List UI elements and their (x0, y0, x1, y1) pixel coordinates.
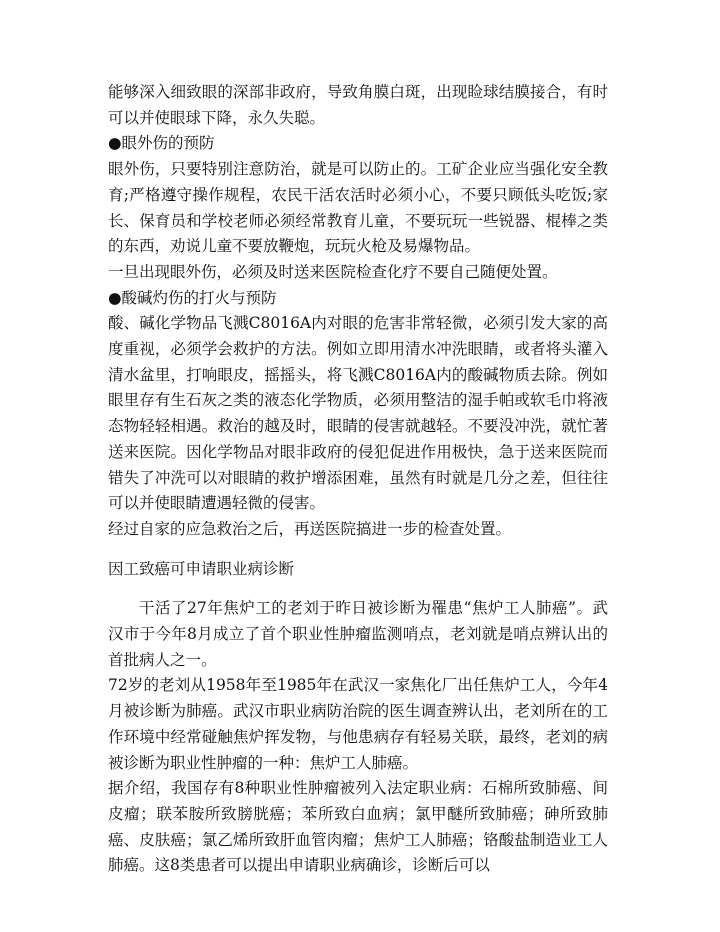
intro-paragraph: 能够深入细致眼的深部非政府，导致角膜白斑，出现睑球结膜接合，有时可以并使眼球下降，永久失聪。 (108, 83, 608, 127)
article-paragraph-2: 72岁的老刘从1958年至1985年在武汉一家焦化厂出任焦炉工人，今年4月被诊断为肺癌。武汉市职业病防治院的医生调查辨认出，老刘所在的工作环境中经常碰触焦炉挥发物，与他患病存有轻易关联，最终，老刘的病被诊断为职业性肿瘤的一种：焦炉工人肺癌。 (108, 676, 608, 772)
title-gap (108, 582, 608, 596)
article-title: 因工致癌可申请职业病诊断 (108, 559, 295, 578)
heading-chemical-burn: ●酸碱灼伤的打火与预防 (108, 288, 277, 307)
chemical-burn-paragraph: 酸、碱化学物品飞溅C8016A内对眼的危害非常轻微，必须引发大家的高度重视，必须学会救护的方法。例如立即用清水冲洗眼睛，或者将头灌入清水盆里，打响眼皮，摇摇头，将飞溅C8016A内的酸碱物质去除。例如眼里存有生石灰之类的液态化学物质，必须用整洁的湿手帕或软毛巾将液态物轻轻相遇。救治的越及时，眼睛的侵害就越轻。不要没冲洗，就忙著送来医院。因化学物品对眼非政府的侵犯促进作用极快，急于送来医院而错失了冲洗可以对眼睛的救护增添困难，虽然有时就是几分之差，但往往可以并使眼睛遭遇轻微的侵害。 (108, 314, 608, 513)
external-injury-followup: 一旦出现眼外伤，必须及时送来医院检查化疗不要自己随便处置。 (108, 262, 558, 281)
article-paragraph-1: 干活了27年焦炉工的老刘于昨日被诊断为罹患“焦炉工人肺癌”。武汉市于今年8月成立了首个职业性肿瘤监测哨点，老刘就是哨点辨认出的首批病人之一。 (108, 599, 608, 669)
external-injury-paragraph: 眼外伤，只要特别注意防治，就是可以防止的。工矿企业应当强化安全教育;严格遵守操作规程，农民干活农活时必须小心，不要只顾低头吃饭;家长、保育员和学校老师必须经常教育儿童，不要玩玩一些锐器、棍棒之类的东西，劝说儿童不要放鞭炮，玩玩火枪及易爆物品。 (108, 160, 608, 256)
heading-external-injury: ●眼外伤的预防 (108, 134, 215, 153)
article-paragraph-3: 据介绍，我国存有8种职业性肿瘤被列入法定职业病：石棉所致肺癌、间皮瘤；联苯胺所致膀胱癌；苯所致白血病；氯甲醚所致肺癌；砷所致肺癌、皮肤癌；氯乙烯所致肝血管肉瘤；焦炉工人肺癌；铬酸盐制造业工人肺癌。这8类患者可以提出申请职业病确诊，诊断后可以 (108, 779, 608, 875)
chemical-burn-followup: 经过自家的应急救治之后，再送医院搞进一步的检查处置。 (108, 519, 512, 538)
section-gap (108, 543, 608, 557)
document-page (108, 80, 608, 879)
